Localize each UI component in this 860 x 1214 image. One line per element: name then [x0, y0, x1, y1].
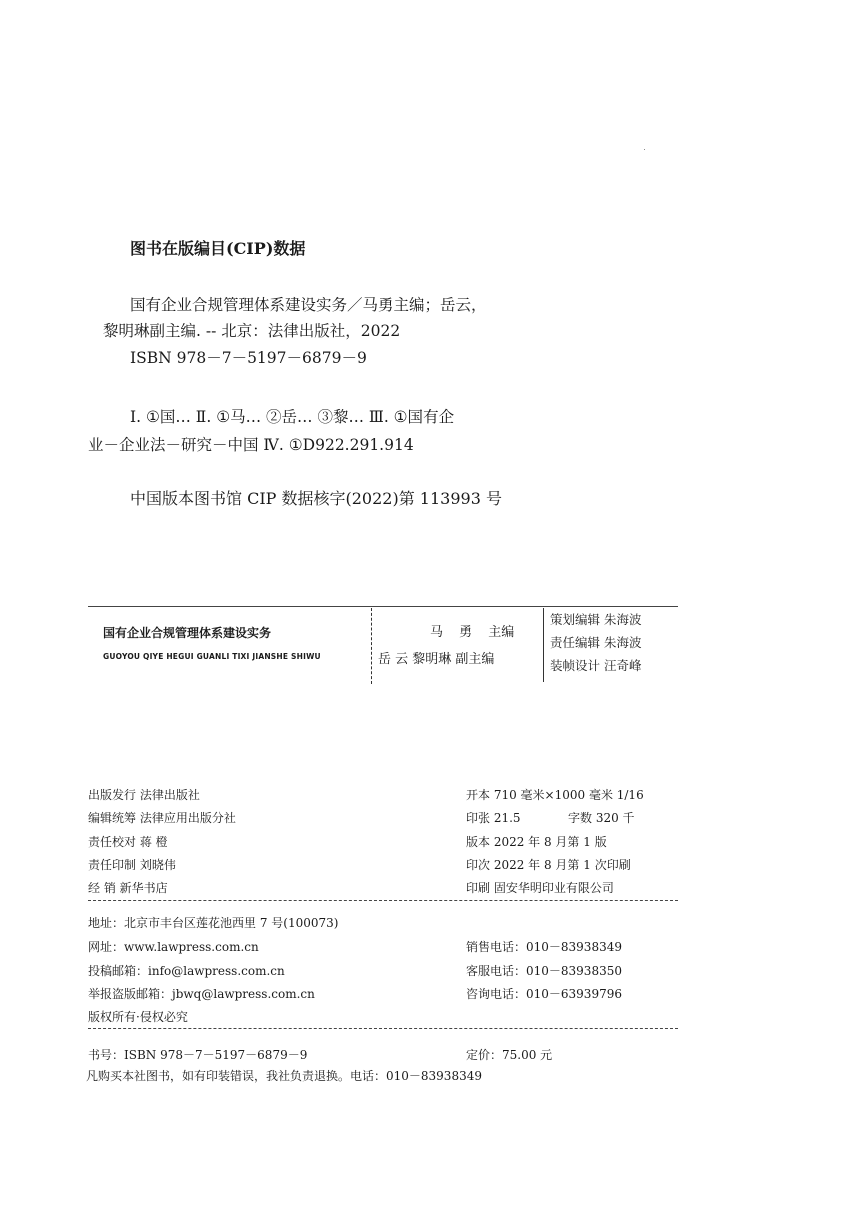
proofreader: 责任校对 蒋 橙 [88, 835, 168, 849]
submission-email: 投稿邮箱：info@lawpress.com.cn [88, 964, 285, 978]
impression: 印次 2022 年 8 月第 1 次印刷 [466, 858, 631, 872]
box-divider-solid [543, 608, 544, 682]
cip-line-2: 黎明琳副主编. -- 北京：法律出版社，2022 [103, 322, 401, 340]
sales-phone: 销售电话：010－83938349 [466, 940, 622, 954]
cip-classification-1: Ⅰ. ①国… Ⅱ. ①马… ②岳… ③黎… Ⅲ. ①国有企 [130, 408, 455, 426]
service-phone: 客服电话：010－83938350 [466, 964, 622, 978]
printer: 印刷 固安华明印业有限公司 [466, 881, 614, 895]
website: 网址：www.lawpress.com.cn [88, 940, 259, 954]
distributor: 经 销 新华书店 [88, 881, 168, 895]
format: 开本 710 毫米×1000 毫米 1/16 [466, 788, 644, 802]
book-title-cn: 国有企业合规管理体系建设实务 [103, 626, 272, 640]
chief-editor: 马 勇 主编 [430, 625, 515, 640]
planning-editor: 策划编辑 朱海波 [550, 612, 642, 627]
address: 地址：北京市丰台区莲花池西里 7 号(100073) [88, 916, 339, 930]
publisher: 出版发行 法律出版社 [88, 788, 200, 802]
cip-classification-2: 业－企业法－研究－中国 Ⅳ. ①D922.291.914 [88, 436, 414, 454]
word-count: 字数 320 千 [568, 811, 635, 825]
box-top-rule [88, 606, 678, 607]
editorial-coordinator: 编辑统筹 法律应用出版分社 [88, 811, 236, 825]
cover-designer: 装帧设计 汪奇峰 [550, 658, 642, 673]
mid-rule [88, 900, 678, 901]
cip-heading: 图书在版编目(CIP)数据 [130, 239, 306, 258]
printed-sheets: 印张 21.5 [466, 811, 521, 825]
return-notice: 凡购买本社图书，如有印装错误，我社负责退换。电话：010－83938349 [86, 1069, 482, 1083]
inquiry-phone: 咨询电话：010－63939796 [466, 987, 622, 1001]
edition: 版本 2022 年 8 月第 1 版 [466, 835, 607, 849]
price: 定价：75.00 元 [466, 1048, 553, 1062]
copyright-notice: 版权所有·侵权必究 [88, 1010, 188, 1024]
box-divider-dashed [371, 608, 372, 684]
book-number: 书号：ISBN 978－7－5197－6879－9 [88, 1048, 308, 1062]
book-title-pinyin: GUOYOU QIYE HEGUI GUANLI TIXI JIANSHE SHIWU [103, 652, 321, 661]
deputy-editors: 岳 云 黎明琳 副主编 [378, 652, 495, 667]
piracy-report-email: 举报盗版邮箱：jbwq@lawpress.com.cn [88, 987, 315, 1001]
responsible-editor: 责任编辑 朱海波 [550, 635, 642, 650]
cip-line-1: 国有企业合规管理体系建设实务／马勇主编；岳云， [130, 296, 487, 314]
cip-record-number: 中国版本图书馆 CIP 数据核字(2022)第 113993 号 [130, 489, 502, 508]
printing-supervisor: 责任印制 刘晓伟 [88, 858, 176, 872]
bottom-rule [88, 1028, 678, 1029]
cip-isbn: ISBN 978－7－5197－6879－9 [130, 349, 367, 367]
scan-speck [644, 149, 645, 150]
